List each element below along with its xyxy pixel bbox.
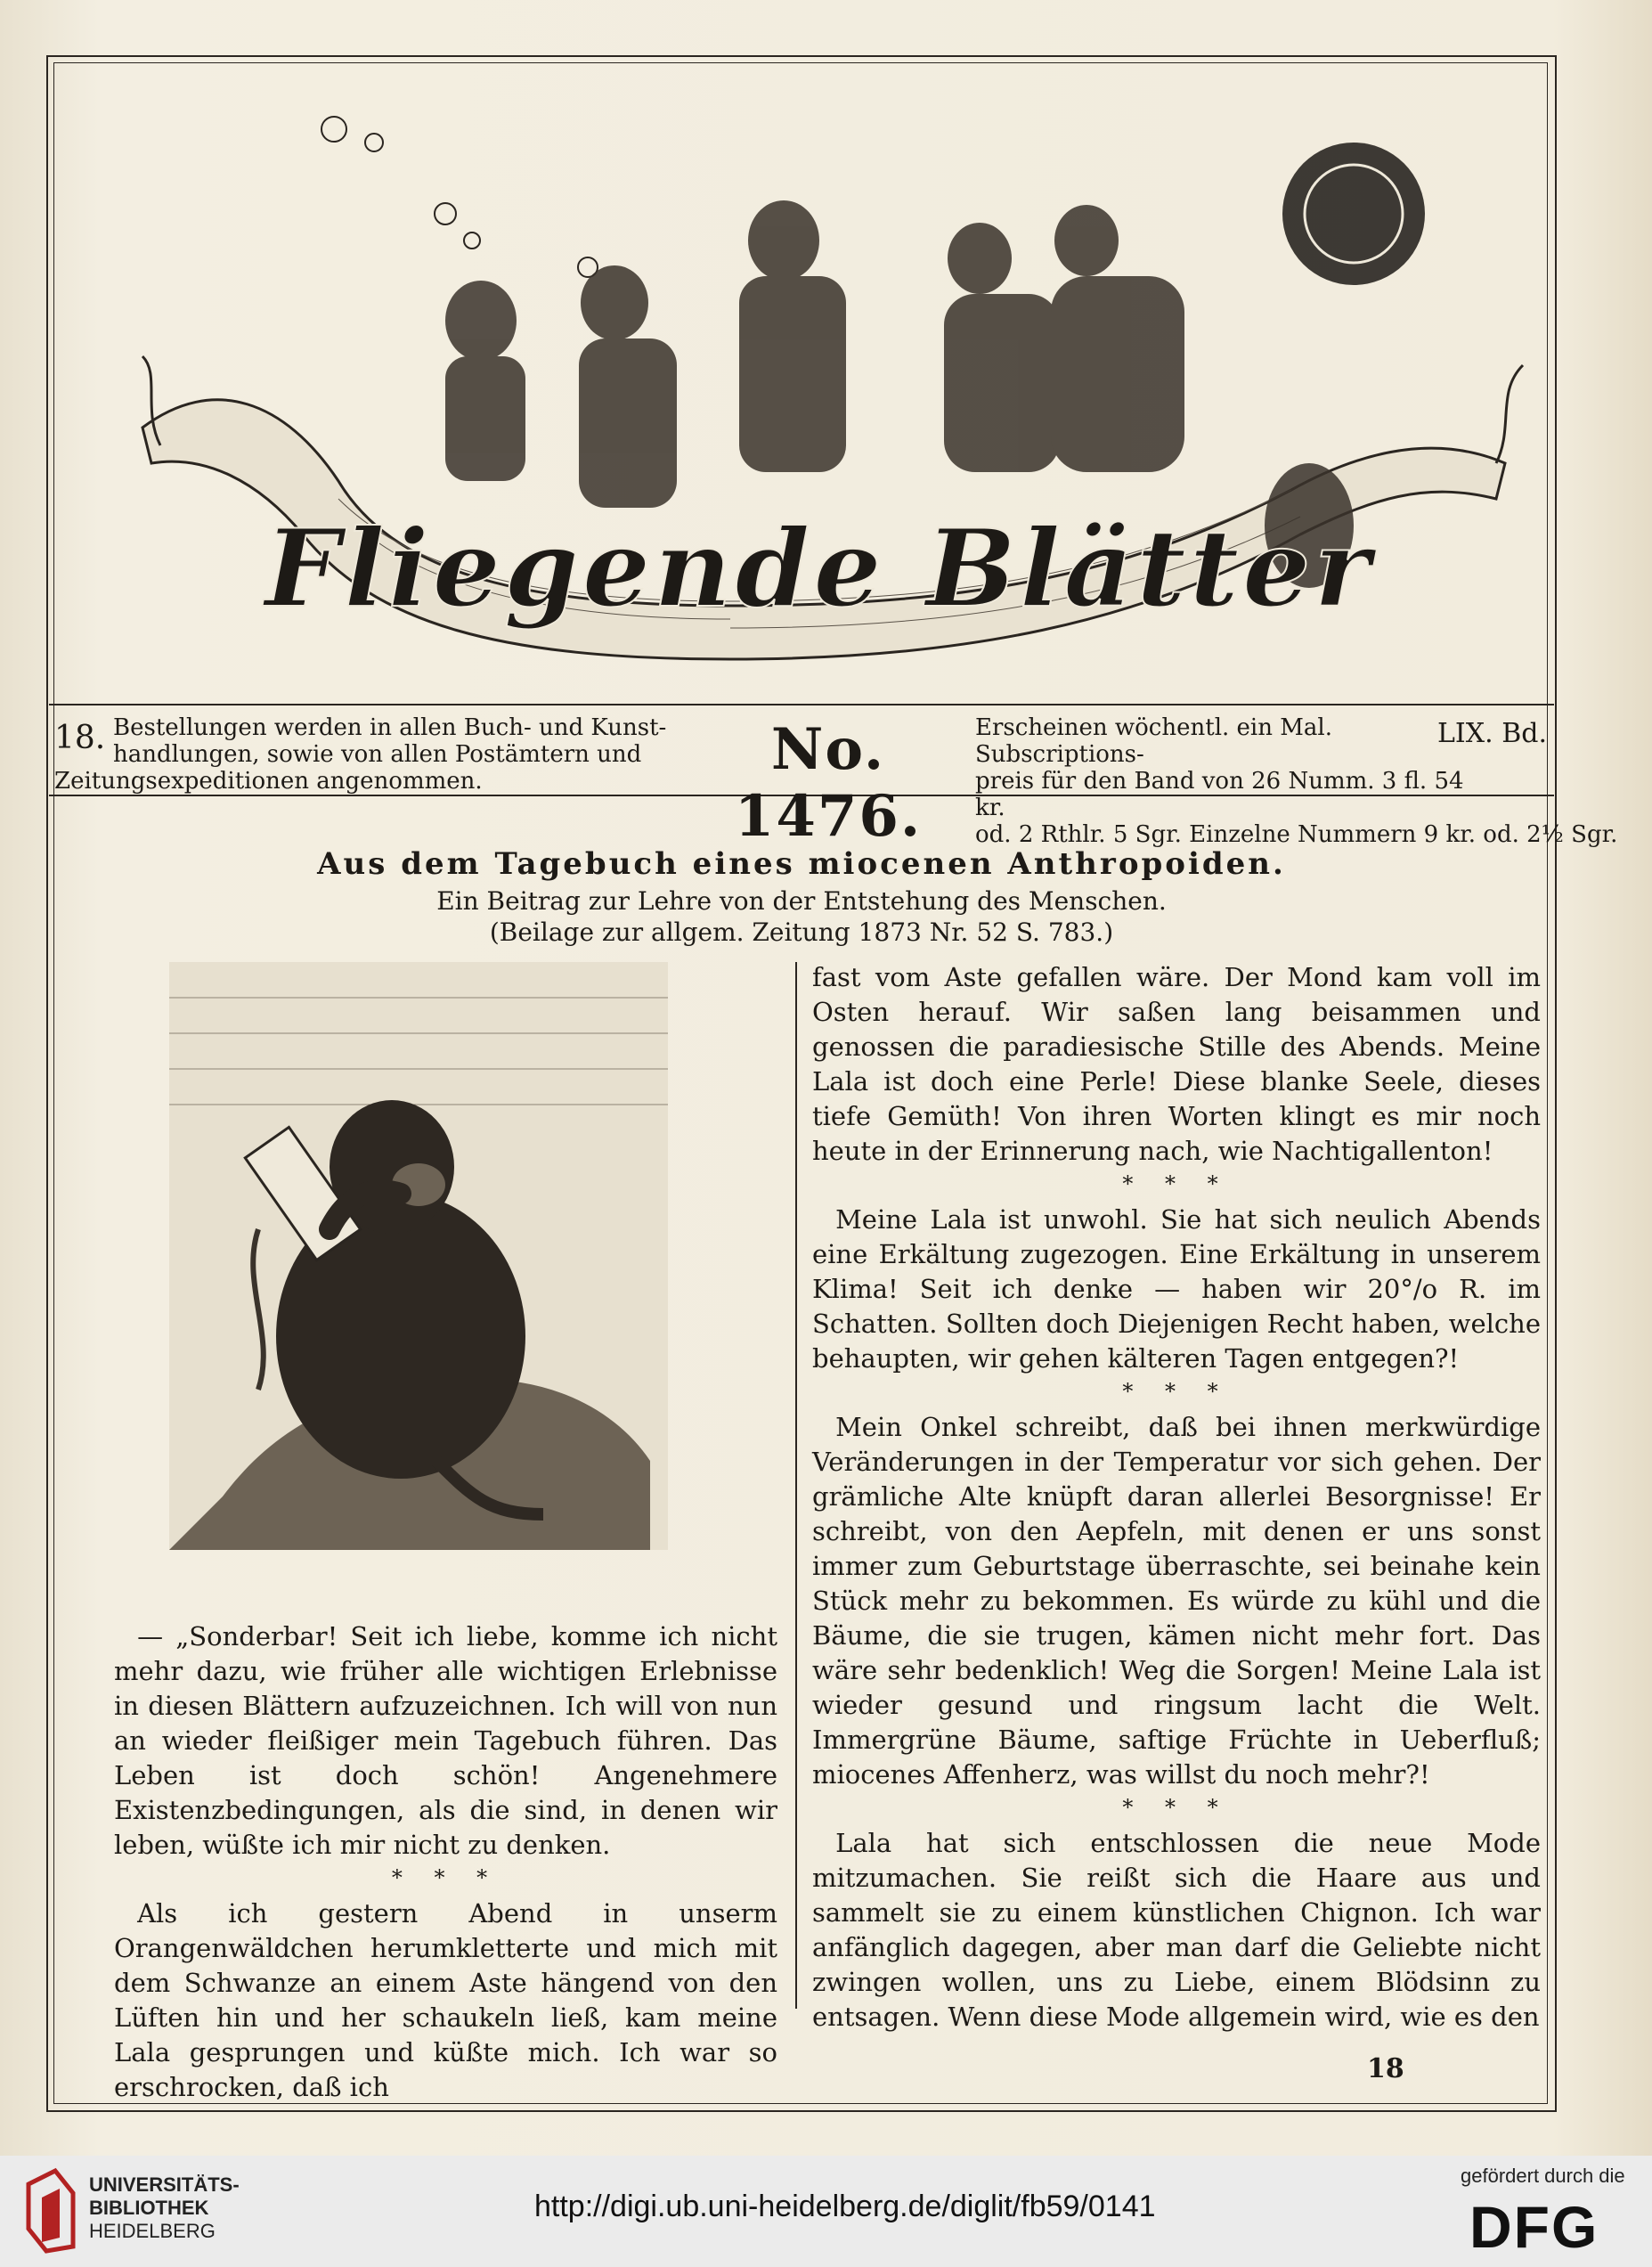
dfg-logo: DFG — [1469, 2194, 1599, 2260]
library-name-line-2: BIBLIOTHEK — [89, 2197, 209, 2219]
ordering-line-1: Bestellungen werden in allen Buch- und Kunst- — [113, 714, 667, 741]
article-column-left — [114, 1619, 777, 2105]
library-name-line-1: UNIVERSITÄTS- — [89, 2173, 240, 2196]
article-source: (Beilage zur allgem. Zeitung 1873 Nr. 52 S. 783.) — [489, 917, 1114, 947]
section-separator: * * * — [1122, 1795, 1231, 1820]
ape-writing-illustration — [169, 962, 668, 1550]
library-name-line-3: HEIDELBERG — [89, 2220, 216, 2242]
band-number: LIX. Bd. — [1437, 718, 1547, 749]
article-paragraph: Meine Lala ist unwohl. Sie hat sich neulich Abends eine Erkältung zugezogen. Eine Erkältung in unserem Klima! Seit ich denke — haben wir 20°/o R. im Schatten. Sollten doch Diejenigen Recht haben, welche behaupten, wir gehen kälteren Tagen entgegen?! — [812, 1204, 1541, 1374]
subscription-line-3: od. 2 Rthlr. 5 Sgr. Einzelne Nummern 9 kr. od. 2½ Sgr. — [975, 821, 1618, 848]
article-title: Aus dem Tagebuch eines miocenen Anthropoiden. — [317, 846, 1286, 882]
column-divider — [795, 962, 797, 2009]
issue-number: No. 1476. — [734, 716, 923, 850]
masthead-illustration — [107, 107, 1532, 677]
section-separator: * * * — [1122, 1171, 1231, 1196]
article-subtitle: Ein Beitrag zur Lehre von der Entstehung des Menschen. — [436, 886, 1167, 916]
article-paragraph: — „Sonderbar! Seit ich liebe, komme ich nicht mehr dazu, wie früher alle wichtigen Erlebnisse in diesen Blättern aufzuzeichnen. Ich will von nun an wieder fleißiger mein Tagebuch führen. Das Leben ist doch schön! Angenehmere Existenzbedingungen, als die sind, in denen wir leben, wüßte ich mir nicht zu denken. — [114, 1621, 777, 1860]
subscription-line-2: preis für den Band von 26 Numm. 3 fl. 54 kr. — [975, 768, 1464, 821]
page-number: 18 — [1367, 2053, 1404, 2084]
article-paragraph: Mein Onkel schreibt, daß bei ihnen merkwürdige Veränderungen in der Temperatur vor sich gehen. Der grämliche Alte knüpft daran allerlei Besorgnisse! Er schreibt, von den Aepfeln, mit denen er uns sonst immer zum Geburtstage überraschte, sei beinahe kein Stück mehr zu bekommen. Es würde zu kühl und die Bäume, die sie trugen, kämen nicht mehr fort. Das wäre sehr bedenklich! Weg die Sorgen! Meine Lala ist wieder gesund und ringsum lacht die Welt. Immergrüne Bäume, saftige Früchte in Ueberfluß; miocenes Affenherz, was willst du noch mehr?! — [812, 1412, 1541, 1790]
subscription-line-1: Erscheinen wöchentl. ein Mal. Subscriptions- — [975, 714, 1332, 768]
section-separator: * * * — [1122, 1379, 1231, 1404]
issue-info-bar — [49, 704, 1618, 850]
ordering-line-2: handlungen, sowie von allen Postämtern und — [113, 741, 642, 768]
article-paragraph: fast vom Aste gefallen wäre. Der Mond kam voll im Osten herauf. Wir saßen lang beisammen und genossen die paradiesische Stille des Abends. Meine Lala ist doch eine Perle! Diese blanke Seele, dieses tiefe Gemüth! Von ihren Worten klingt es mir noch heute in der Erinnerung nach, wie Nachtigallenton! — [812, 962, 1541, 1166]
library-name — [89, 2173, 240, 2243]
article-paragraph: Als ich gestern Abend in unserm Orangenwäldchen herumkletterte und mich mit dem Schwanze an einem Aste hängend von den Lüften hin und her schaukeln ließ, kam meine Lala gesprungen und küßte mich. Ich war so erschrocken, daß ich — [114, 1898, 777, 2102]
section-separator: * * * — [391, 1865, 500, 1890]
article-column-right — [812, 960, 1541, 2035]
permalink-url[interactable]: http://digi.ub.uni-heidelberg.de/diglit/fb59/0141 — [534, 2190, 1156, 2223]
ordering-line-3: Zeitungsexpeditionen angenommen. — [54, 768, 483, 795]
volume-number: 18. — [54, 720, 106, 756]
article-paragraph: Lala hat sich entschlossen die neue Mode mitzumachen. Sie reißt sich die Haare aus und sammelt sie zu einem künstlichen Chignon. Ich war anfänglich dagegen, aber man darf die Geliebte nicht zwingen wollen, uns zu Liebe, einem Blödsinn zu entsagen. Wenn diese Mode allgemein wird, wie es den — [812, 1828, 1541, 2032]
masthead-title: Fliegende Blätter — [264, 506, 1374, 632]
university-library-logo — [20, 2166, 82, 2255]
sponsor-label: gefördert durch die — [1461, 2165, 1625, 2187]
